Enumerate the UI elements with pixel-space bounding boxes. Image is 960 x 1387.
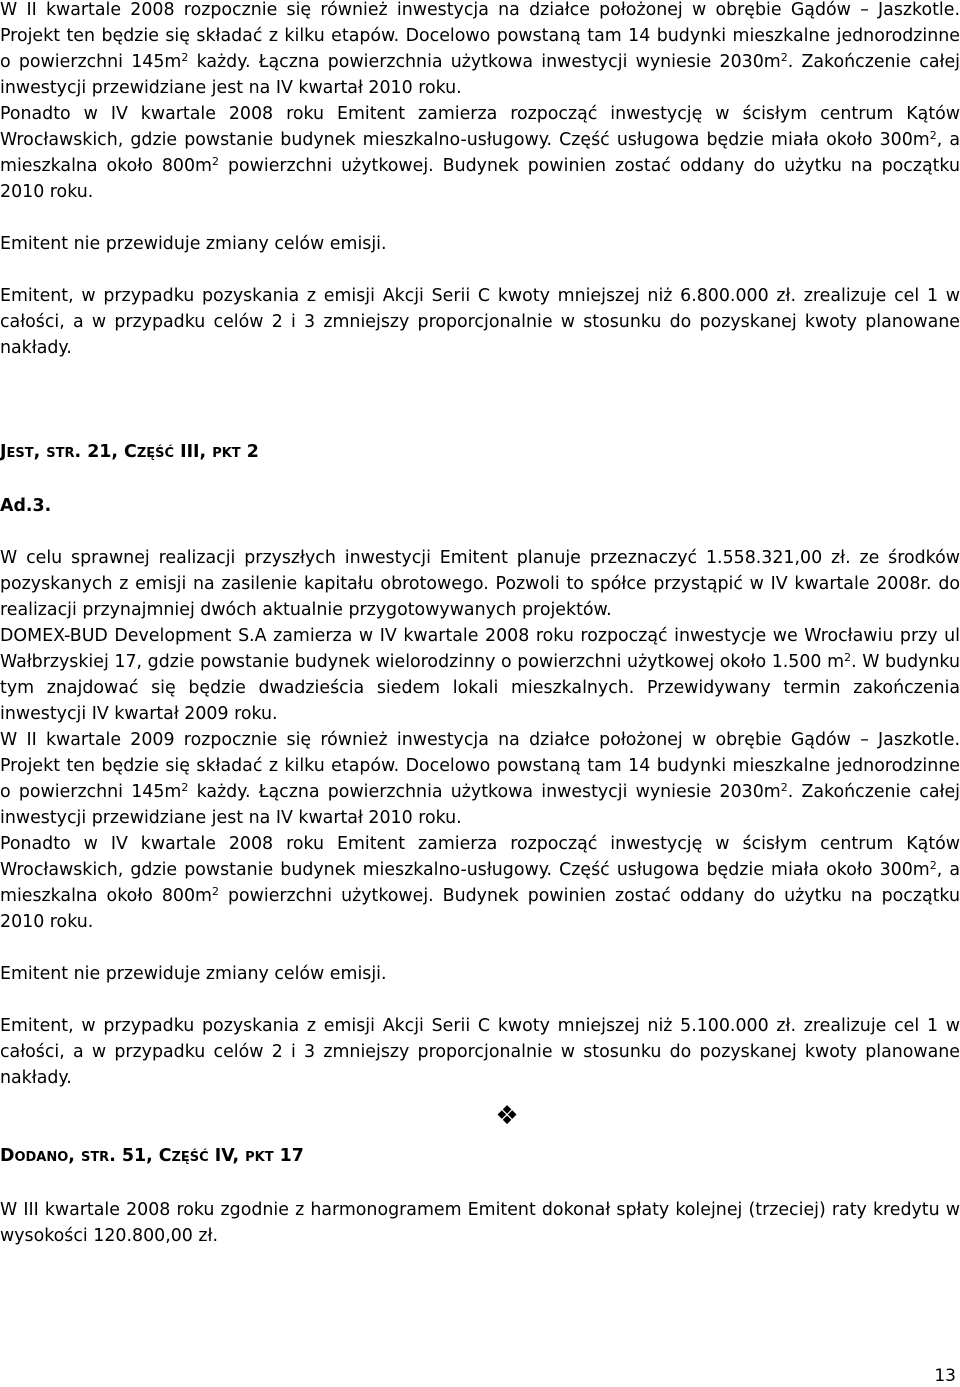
- superscript: 2: [929, 129, 937, 143]
- heading-text: ZĘŚĆ: [171, 1150, 209, 1165]
- superscript: 2: [780, 51, 788, 65]
- paragraph-gadow-investment-2: [0, 727, 960, 831]
- paragraph-katy-investment-2: [0, 831, 960, 935]
- paragraph-proportional: Emitent, w przypadku pozyskania z emisji Akcji Serii C kwoty mniejszej niż 6.800.000 zł. zrealizuje cel 1 w całości, a w przypadku celów 2 i 3 zmniejszy proporcjonalnie w stosunku do pozyskanej kwoty planowane nakłady.: [0, 286, 960, 358]
- superscript: 2: [181, 781, 189, 795]
- paragraph-gadow-investment: [0, 0, 960, 101]
- heading-text: EST: [6, 446, 34, 461]
- superscript: 2: [929, 859, 937, 873]
- paragraph-working-capital: W celu sprawnej realizacji przyszłych inwestycji Emitent planuje przeznaczyć 1.558.321,00 zł. ze środków pozyskanych z emisji na zasilenie kapitału obrotowego. Pozwoli to spółce przystąpić w IV kwartale 2008r. do realizacji przynajmniej dwóch aktualnie przygotowywanych projektów.: [0, 548, 960, 620]
- heading-text: PKT: [212, 446, 241, 461]
- paragraph-loan-repayment: W III kwartale 2008 roku zgodnie z harmonogramem Emitent dokonał spłaty kolejnej (trzeciej) raty kredytu w wysokości 120.800,00 zł.: [0, 1200, 960, 1246]
- text-run: Ponadto w IV kwartale 2008 roku Emitent zamierza rozpocząć inwestycję w ścisłym centrum Kątów Wrocławskich, gdzie powstanie budynek mieszkalno-usługowy. Część usługowa będzie miała około 300m: [0, 104, 960, 150]
- superscript: 2: [211, 155, 219, 169]
- text-run: powierzchni użytkowej. Budynek powinien zostać oddany do użytku na początku 2010 roku.: [0, 156, 960, 202]
- heading-text: 17: [273, 1146, 304, 1166]
- paragraph-proportional-2: Emitent, w przypadku pozyskania z emisji Akcji Serii C kwoty mniejszej niż 5.100.000 zł. zrealizuje cel 1 w całości, a w przypadku celów 2 i 3 zmniejszy proporcjonalnie w stosunku do pozyskanej kwoty planowane nakłady.: [0, 1016, 960, 1088]
- paragraph-katy-investment: [0, 101, 960, 205]
- superscript: 2: [780, 781, 788, 795]
- heading-text: STR: [46, 446, 75, 461]
- text-run: DOMEX-BUD Development S.A zamierza w IV kwartale 2008 roku rozpocząć inwestycje we Wrocławiu przy ul Wałbrzyskiej 17, gdzie powstanie budynek wielorodzinny o powierzchni użytkowej około 1.500 m: [0, 626, 960, 672]
- heading-text: ,: [33, 442, 47, 462]
- text-run: , a mieszkalna około 800m: [0, 130, 960, 176]
- paragraph-walbrzyska: [0, 623, 960, 727]
- heading-text: ,: [68, 1146, 81, 1166]
- heading-text: . 51, C: [109, 1146, 172, 1166]
- text-run: W II kwartale 2009 rozpocznie się również inwestycja na działce położonej w obrębie Gądów – Jaszkotle. Projekt ten będzie się składać z kilku etapów. Docelowo powstaną tam 14 budynki mieszkalne jednorodzinne o powierzchni 145m: [0, 730, 960, 802]
- diamond-separator-icon: ❖: [495, 1101, 519, 1131]
- text-run: . W budynku tym znajdować się będzie dwadzieścia siedem lokali mieszkalnych. Przewidywany termin zakończenia inwestycji IV kwartał 2009 roku.: [0, 652, 960, 724]
- heading-text: STR: [80, 1150, 110, 1165]
- superscript: 2: [181, 51, 189, 65]
- text-run: każdy. Łączna powierzchnia użytkowa inwestycji wyniesie 2030m: [188, 782, 781, 802]
- heading-text: D: [0, 1146, 15, 1166]
- text-run: , a mieszkalna około 800m: [0, 860, 960, 906]
- text-run: każdy. Łączna powierzchnia użytkowa inwestycji wyniesie 2030m: [188, 52, 781, 72]
- superscript: 2: [211, 885, 219, 899]
- superscript: 2: [844, 651, 852, 665]
- text-run: . Zakończenie całej inwestycji przewidziane jest na IV kwartał 2010 roku.: [0, 782, 960, 828]
- text-run: W II kwartale 2008 rozpocznie się również inwestycja na działce położonej w obrębie Gądów – Jaszkotle. Projekt ten będzie się składać z kilku etapów. Docelowo powstaną tam 14 budynki mieszkalne jednorodzinne o powierzchni 145m: [0, 0, 960, 72]
- heading-text: IV,: [208, 1146, 246, 1166]
- heading-text: III,: [174, 442, 213, 462]
- heading-text: ZĘŚĆ: [136, 446, 175, 461]
- heading-text: . 21, C: [74, 442, 137, 462]
- heading-text: J: [0, 442, 7, 462]
- text-run: powierzchni użytkowej. Budynek powinien zostać oddany do użytku na początku 2010 roku.: [0, 886, 960, 932]
- heading-dodano: [0, 1143, 960, 1171]
- page-number: 13: [934, 1366, 956, 1386]
- paragraph-no-change: Emitent nie przewiduje zmiany celów emisji.: [0, 234, 387, 254]
- paragraph-no-change-2: Emitent nie przewiduje zmiany celów emisji.: [0, 964, 387, 984]
- heading-jest: [0, 439, 960, 467]
- heading-text: PKT: [245, 1150, 274, 1165]
- heading-text: 2: [240, 442, 259, 462]
- heading-text: ODANO: [14, 1150, 69, 1165]
- text-run: Ponadto w IV kwartale 2008 roku Emitent zamierza rozpocząć inwestycję w ścisłym centrum Kątów Wrocławskich, gdzie powstanie budynek mieszkalno-usługowy. Część usługowa będzie miała około 300m: [0, 834, 960, 880]
- text-run: . Zakończenie całej inwestycji przewidziane jest na IV kwartał 2010 roku.: [0, 52, 960, 98]
- ad3-label: Ad.3.: [0, 496, 52, 516]
